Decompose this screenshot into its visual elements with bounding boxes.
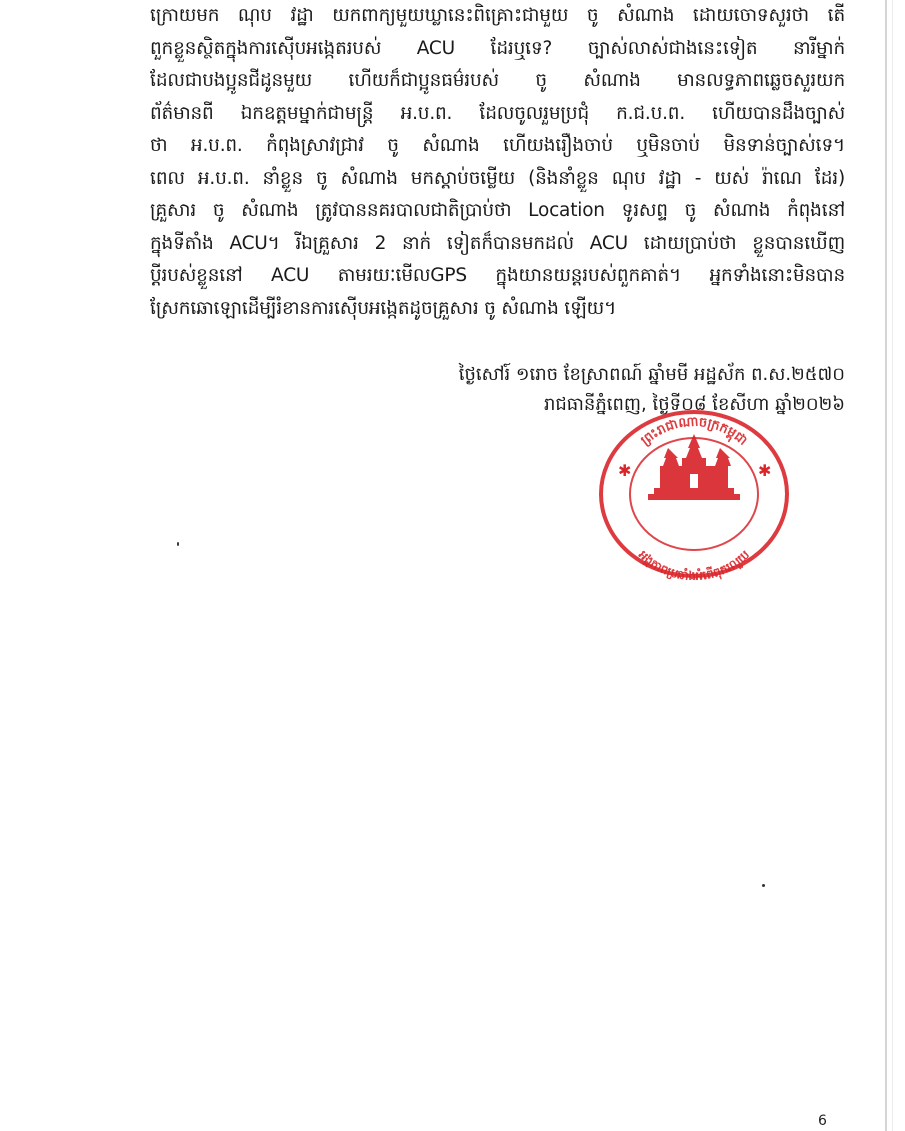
seal-star-icon: ✱ (758, 461, 772, 480)
angkor-temple-icon (648, 434, 740, 500)
page-edge-shadow-light (892, 0, 893, 1131)
seal-outer-text: ព្រះរាជាណាចក្រកម្ពុជា (638, 414, 750, 449)
page-number: 6 (818, 1113, 827, 1129)
seal-star-icon: ✱ (618, 461, 632, 480)
body-line: ពេល អ.ប.ព. នាំខ្លួន ចូ សំណាង មកស្តាប់ចម្លើយ (និងនាំខ្លួន ណុប វដ្ឋា - យស់ រ៉ាណេ ដែរ) (150, 167, 845, 189)
body-line: គ្រួសារ ចូ សំណាង ត្រូវបាននគរបាលជាតិប្រាប់ថា Location ទូរសព្ទ ចូ សំណាង កំពុងនៅ (150, 200, 845, 221)
body-line: ពួកខ្លួនស្ថិតក្នុងការស៊ើបអង្កេតរបស់ ACU ដែរឬទេ? ច្បាស់លាស់ជាងនេះទៀត នារីម្នាក់ (150, 37, 845, 59)
body-paragraph (150, 0, 845, 325)
body-line-last: ស្រែកឆោឡោដើម្បីរំខានការស៊ើបអង្កេតដូចគ្រួសារ ចូ សំណាង ឡើយ។ (150, 297, 617, 319)
lunar-date: ថ្ងៃសៅរ៍ ១រោច ខែស្រាពណ៍ ឆ្នាំមមី អដ្ឋស័ក ព.ស.២៥៧០ (458, 364, 845, 385)
body-line: ព័ត៌មានពី ឯកឧត្តមម្នាក់ជាមន្ត្រី អ.ប.ព. ដែលចូលរួមប្រជុំ ក.ជ.ប.ព. ហើយបានដឹងច្បាស់ (150, 102, 845, 124)
page-edge-shadow (885, 0, 887, 1131)
body-line: ក្រោយមក ណុប វដ្ឋា យកពាក្យមួយឃ្លានេះពិគ្រោះជាមួយ ចូ សំណាង ដោយចោទសួរថា តើ (150, 5, 845, 26)
body-line: ថា អ.ប.ព. កំពុងស្រាវជ្រាវ ចូ សំណាង ហើយងរឿងចាប់ ឬមិនចាប់ មិនទាន់ច្បាស់ទេ។ (150, 135, 845, 156)
scan-speck (762, 884, 765, 887)
seal-inner-text: អង្គភាពប្រឆាំងអំពើពុករលួយ (635, 547, 753, 580)
scan-speck (177, 542, 179, 546)
solar-date: រាជធានីភ្នំពេញ, ថ្ងៃទី០៨ ខែសីហា ឆ្នាំ២០២៦ (543, 394, 845, 415)
seal-graphic (596, 404, 792, 580)
body-line: ក្នុងទីតាំង ACU។ រីឯគ្រួសារ 2 នាក់ ទៀតក៏បានមកដល់ ACU ដោយប្រាប់ថា ខ្លួនបានឃើញ (150, 232, 845, 254)
body-line: ប្តីរបស់ខ្លួននៅ ACU តាមរយៈមើលGPS ក្នុងយានយន្តរបស់ពួកគាត់។ អ្នកទាំងនោះមិនបាន (150, 265, 845, 286)
svg-text:អង្គភាពប្រឆាំងអំពើពុករលួយ (635, 547, 752, 580)
body-line: ដែលជាបងប្អូនជីដូនមួយ ហើយក៏ជាប្អូនធម៌របស់ ចូ សំណាង មានលទ្ធភាពឆ្លេចសួរយក (150, 70, 845, 91)
official-seal (596, 404, 792, 580)
